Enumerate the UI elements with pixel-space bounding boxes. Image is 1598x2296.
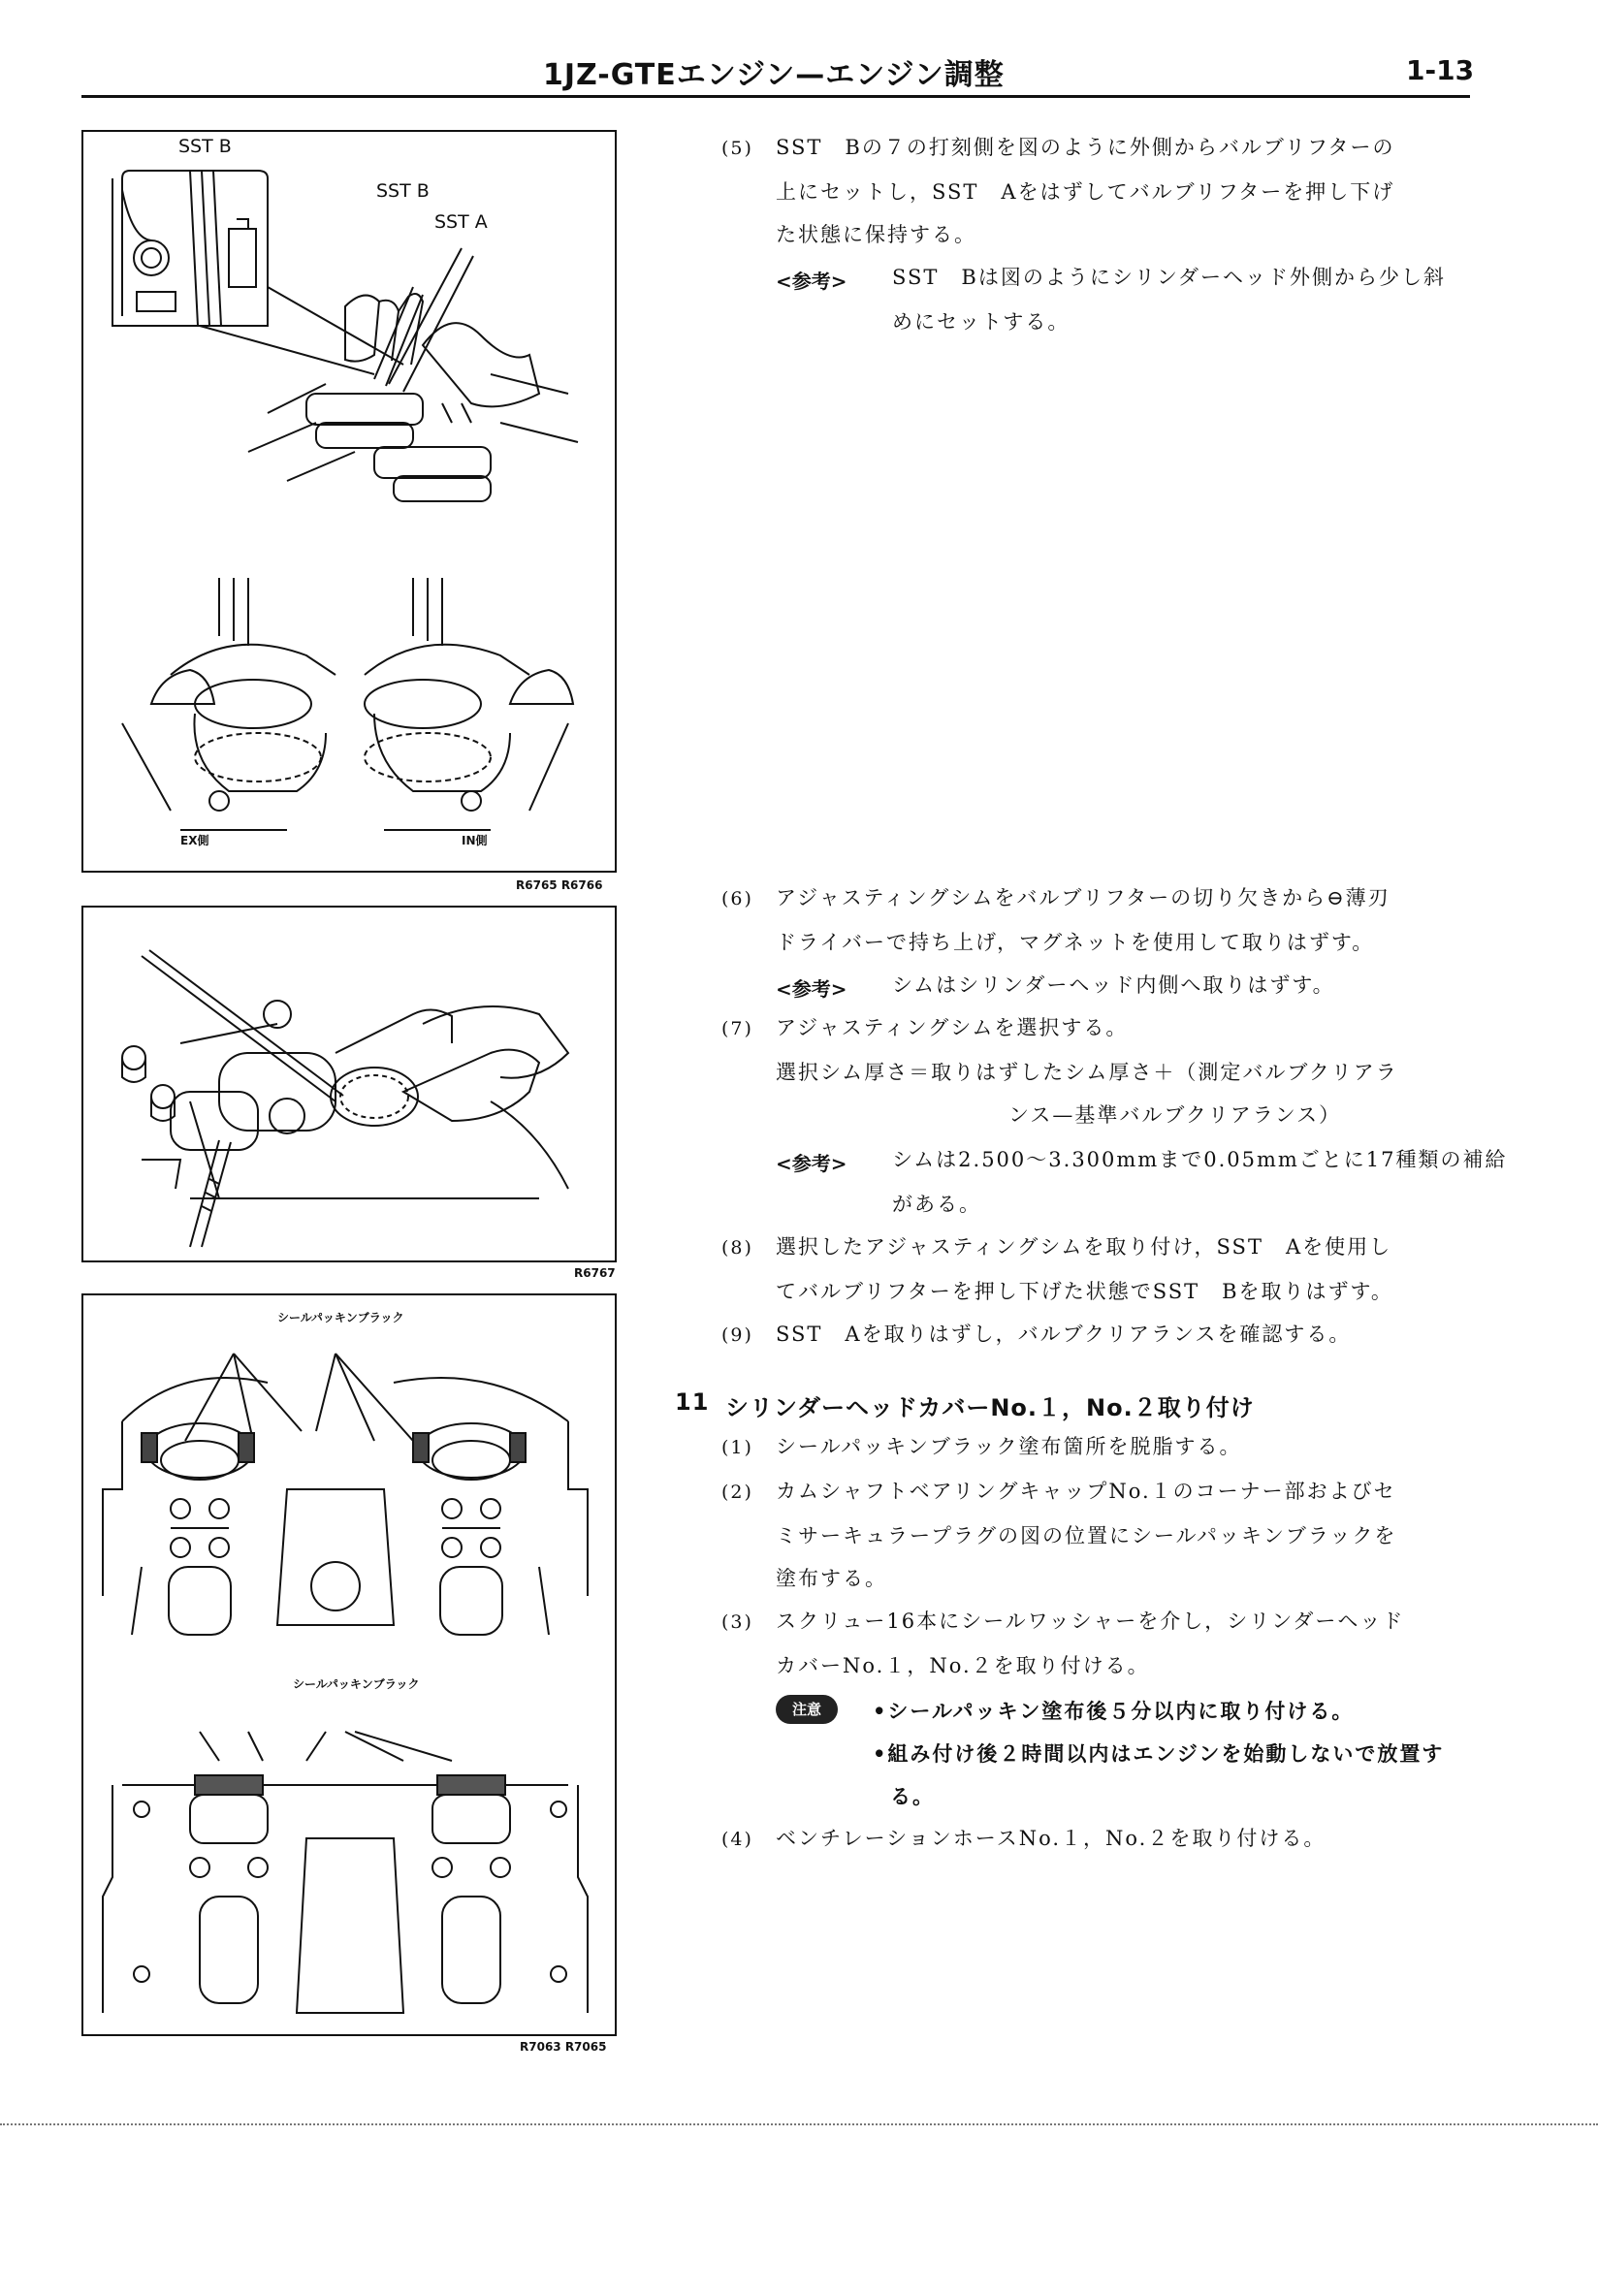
sec11-step-3-number: (3) <box>721 1611 753 1633</box>
figure-code-3: R7063 R7065 <box>520 2040 607 2054</box>
step-9-number: (9) <box>721 1324 753 1346</box>
section-11-title: シリンダーヘッドカバーNo.１，No.２取り付け <box>725 1394 1255 1421</box>
sec11-step-3-warn-line-1: •シールパッキン塗布後５分以内に取り付ける。 <box>873 1699 1355 1723</box>
figure-seal-packing <box>81 1293 617 2036</box>
sec11-step-1-number: (1) <box>721 1437 753 1458</box>
sec11-step-3-warn-line-3: る。 <box>890 1784 935 1808</box>
label-ex-side: EX側 <box>180 834 209 847</box>
page-header-title: 1JZ-GTEエンジン—エンジン調整 <box>543 58 1005 92</box>
sec11-step-4-line: ベンチレーションホースNo.１，No.２を取り付ける。 <box>776 1827 1326 1850</box>
label-sst-a: SST A <box>434 211 488 233</box>
section-11-number: 11 <box>675 1388 710 1416</box>
label-in-side: IN側 <box>462 834 488 847</box>
step-5-line-3: た状態に保持する。 <box>776 223 976 246</box>
figure-code-1: R6765 R6766 <box>516 878 603 892</box>
step-7-note-line-1: シムは2.500〜3.300mmまで0.05mmごとに17種類の補給 <box>892 1148 1508 1171</box>
sec11-step-2-line-1: カムシャフトベアリングキャップNo.１のコーナー部およびセ <box>776 1480 1396 1503</box>
step-8-line-2: てバルブリフターを押し下げた状態でSST Bを取りはずす。 <box>776 1280 1393 1303</box>
sec11-step-3-warn-line-2: •組み付け後２時間以内はエンジンを始動しないで放置す <box>873 1741 1445 1766</box>
step-6-line-1: アジャスティングシムをバルブリフターの切り欠きから⊖薄刃 <box>776 886 1390 909</box>
figure-sst-installation <box>81 130 617 873</box>
sec11-step-3-warning-badge <box>776 1695 838 1724</box>
figure-code-2: R6767 <box>574 1266 616 1280</box>
page-number: 1-13 <box>1406 54 1475 86</box>
sec11-step-2-line-2: ミサーキュラープラグの図の位置にシールパッキンブラックを <box>776 1524 1397 1547</box>
step-5-line-2: 上にセットし，SST Aをはずしてバルブリフターを押し下げ <box>776 180 1395 204</box>
step-6-note-tag: <参考> <box>776 977 847 1001</box>
step-9-line: SST Aを取りはずし，バルブクリアランスを確認する。 <box>776 1323 1352 1346</box>
step-7-formula-line-1: 選択シム厚さ＝取りはずしたシム厚さ＋（測定バルブクリアラ <box>776 1061 1398 1084</box>
sec11-step-2-line-3: 塗布する。 <box>776 1567 887 1590</box>
header-rule <box>81 95 1470 98</box>
step-5-number: (5) <box>721 138 753 159</box>
figure-shim-removal <box>81 906 617 1262</box>
step-7-note-tag: <参考> <box>776 1152 847 1175</box>
step-6-note-line: シムはシリンダーヘッド内側へ取りはずす。 <box>892 973 1335 997</box>
step-8-line-1: 選択したアジャスティングシムを取り付け，SST Aを使用し <box>776 1235 1392 1259</box>
figure-seal-drawing <box>83 1295 615 2034</box>
label-seal-packing-bottom: シールパッキンブラック <box>293 1677 420 1691</box>
step-5-note-line-2: めにセットする。 <box>892 310 1071 334</box>
step-5-line-1: SST Bの７の打刻側を図のように外側からバルブリフターの <box>776 136 1395 159</box>
sec11-step-4-number: (4) <box>721 1829 753 1850</box>
sec11-step-3-line-2: カバーNo.１，No.２を取り付ける。 <box>776 1654 1150 1677</box>
step-6-number: (6) <box>721 888 753 909</box>
bottom-dotted-rule <box>0 2123 1598 2125</box>
sec11-step-2-number: (2) <box>721 1482 753 1503</box>
step-7-line: アジャスティングシムを選択する。 <box>776 1016 1129 1039</box>
figure-sst-drawing <box>83 132 615 871</box>
figure-shim-drawing <box>83 908 615 1260</box>
label-sst-b-top: SST B <box>178 136 232 157</box>
label-sst-b-mid: SST B <box>376 180 430 202</box>
step-5-note-tag: <参考> <box>776 270 847 293</box>
warning-tag: 注意 <box>776 1695 838 1724</box>
step-5-note-line-1: SST Bは図のようにシリンダーヘッド外側から少し斜 <box>892 266 1447 289</box>
label-seal-packing-top: シールパッキンブラック <box>277 1311 404 1324</box>
step-8-number: (8) <box>721 1237 753 1259</box>
sec11-step-1-line: シールパッキンブラック塗布箇所を脱脂する。 <box>776 1435 1242 1458</box>
step-7-number: (7) <box>721 1018 753 1039</box>
step-7-note-line-2: がある。 <box>892 1193 981 1216</box>
step-7-formula-line-2: ンス—基準バルブクリアランス） <box>1008 1103 1342 1127</box>
sec11-step-3-line-1: スクリュー16本にシールワッシャーを介し，シリンダーヘッド <box>776 1610 1405 1633</box>
step-6-line-2: ドライバーで持ち上げ，マグネットを使用して取りはずす。 <box>776 931 1375 954</box>
